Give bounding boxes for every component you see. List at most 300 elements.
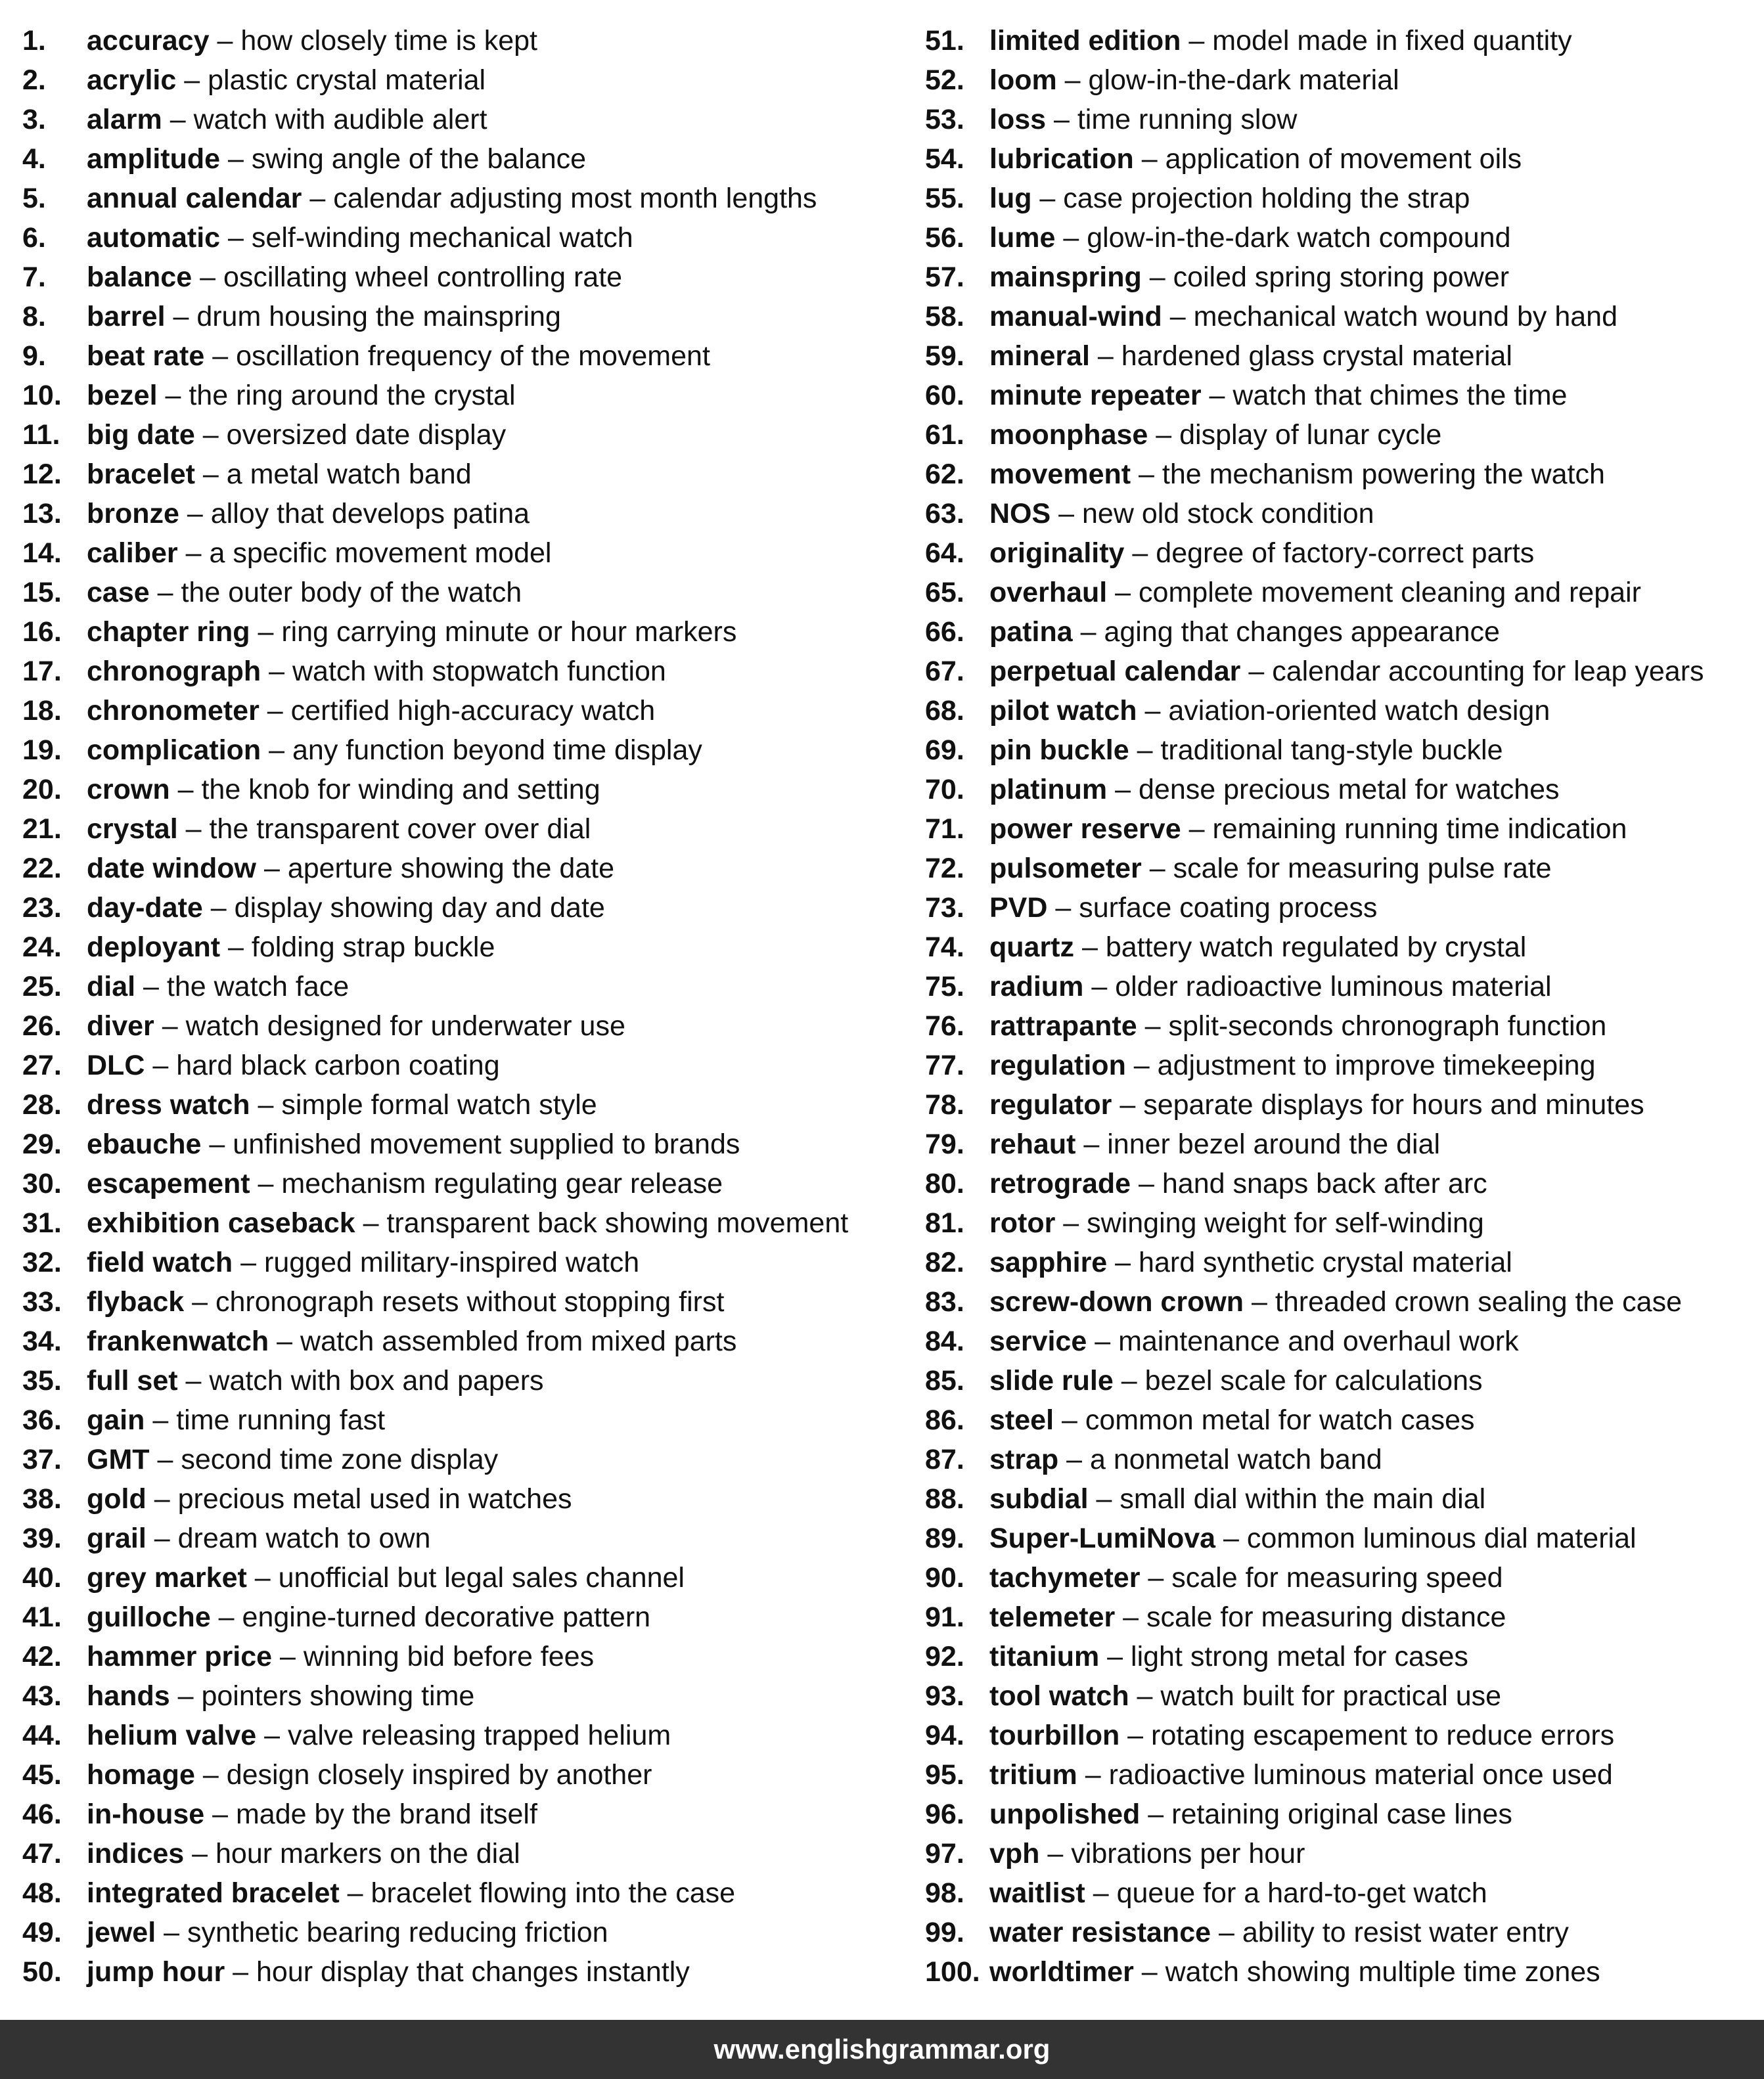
entry-number: 68. [925, 695, 964, 727]
entry-definition: light strong metal for cases [1131, 1641, 1468, 1672]
entry-definition: scale for measuring speed [1171, 1562, 1503, 1594]
entry-definition: queue for a hard-to-get watch [1116, 1877, 1487, 1909]
entry-number: 90. [925, 1562, 964, 1594]
entry-term: screw-down crown [989, 1286, 1244, 1318]
entry-number: 54. [925, 143, 964, 175]
entry-term: homage [87, 1759, 195, 1791]
entry-separator: – [1131, 1168, 1162, 1199]
glossary-entry [22, 257, 903, 297]
entry-term: acrylic [87, 64, 177, 96]
entry-term: pilot watch [989, 695, 1137, 727]
entry-term: deployant [87, 931, 221, 963]
entry-term: jewel [87, 1917, 156, 1948]
glossary-entry [925, 1125, 1759, 1164]
entry-term: chronograph [87, 656, 261, 687]
entry-number: 56. [925, 222, 964, 254]
entry-term: pin buckle [989, 734, 1129, 766]
entry-separator: – [204, 1799, 236, 1830]
entry-term: full set [87, 1365, 178, 1397]
entry-term: field watch [87, 1247, 233, 1278]
entry-number: 70. [925, 774, 964, 805]
entry-separator: – [1039, 1838, 1072, 1869]
entry-definition: winning bid before fees [303, 1641, 595, 1672]
entry-number: 65. [925, 577, 964, 608]
entry-separator: – [233, 1247, 265, 1278]
entry-definition: watch that chimes the time [1233, 380, 1568, 411]
glossary-entry [22, 1282, 903, 1322]
entry-definition: swing angle of the balance [251, 143, 587, 175]
entry-definition: valve releasing trapped helium [287, 1720, 671, 1751]
glossary-entry [925, 573, 1759, 612]
entry-separator: – [1099, 1641, 1131, 1672]
glossary-entry [925, 1479, 1759, 1519]
entry-term: worldtimer [989, 1956, 1134, 1988]
entry-term: big date [87, 419, 195, 451]
entry-definition: any function beyond time display [292, 734, 702, 766]
glossary-entry [925, 494, 1759, 533]
entry-definition: mechanical watch wound by hand [1193, 301, 1618, 332]
entry-term: accuracy [87, 25, 210, 56]
entry-term: crystal [87, 813, 178, 845]
entry-separator: – [184, 1286, 216, 1318]
glossary-entry [925, 652, 1759, 691]
entry-term: DLC [87, 1050, 145, 1081]
entry-term: moonphase [989, 419, 1148, 451]
entry-term: originality [989, 537, 1125, 569]
entry-definition: watch built for practical use [1160, 1680, 1502, 1712]
entry-term: lug [989, 183, 1032, 214]
entry-definition: watch with audible alert [193, 104, 487, 135]
entry-term: rattrapante [989, 1010, 1137, 1042]
entry-number: 28. [22, 1089, 62, 1121]
entry-number: 4. [22, 143, 46, 175]
entry-separator: – [1107, 1247, 1139, 1278]
glossary-entry [925, 1046, 1759, 1085]
entry-definition: common luminous dial material [1246, 1523, 1637, 1554]
entry-number: 67. [925, 656, 964, 687]
glossary-entry [22, 888, 903, 928]
entry-term: tritium [989, 1759, 1077, 1791]
entry-number: 88. [925, 1483, 964, 1515]
glossary-entry [22, 849, 903, 888]
entry-term: unpolished [989, 1799, 1141, 1830]
entry-separator: – [1240, 656, 1273, 687]
entry-term: tool watch [989, 1680, 1129, 1712]
entry-separator: – [1087, 1326, 1119, 1357]
entry-definition: design closely inspired by another [226, 1759, 652, 1791]
entry-number: 92. [925, 1641, 964, 1672]
entry-term: titanium [989, 1641, 1100, 1672]
entry-separator: – [170, 1680, 202, 1712]
glossary-entry [925, 967, 1759, 1006]
entry-separator: – [1055, 1207, 1087, 1239]
entry-term: rotor [989, 1207, 1056, 1239]
entry-number: 30. [22, 1168, 62, 1199]
entry-number: 6. [22, 222, 46, 254]
entry-number: 96. [925, 1799, 964, 1830]
entry-number: 8. [22, 301, 46, 332]
entry-separator: – [261, 656, 292, 687]
entry-separator: – [1129, 734, 1161, 766]
entry-number: 66. [925, 616, 964, 648]
glossary-entry [22, 100, 903, 139]
entry-number: 51. [925, 25, 964, 56]
entry-term: complication [87, 734, 261, 766]
entry-definition: model made in fixed quantity [1212, 25, 1572, 56]
entry-separator: – [194, 419, 227, 451]
entry-term: dial [87, 971, 136, 1002]
entry-separator: – [177, 1365, 210, 1397]
entry-definition: degree of factory-correct parts [1156, 537, 1535, 569]
entry-number: 62. [925, 458, 964, 490]
entry-separator: – [220, 143, 252, 175]
entry-definition: aging that changes appearance [1104, 616, 1500, 648]
entry-definition: oscillating wheel controlling rate [223, 261, 623, 293]
entry-definition: plastic crystal material [208, 64, 486, 96]
glossary-entry [22, 928, 903, 967]
entry-separator: – [1055, 222, 1087, 254]
entry-term: diver [87, 1010, 154, 1042]
entry-term: PVD [989, 892, 1048, 924]
entry-number: 42. [22, 1641, 62, 1672]
entry-definition: hour markers on the dial [215, 1838, 520, 1869]
entry-definition: scale for measuring distance [1146, 1601, 1506, 1633]
entry-term: jump hour [87, 1956, 225, 1988]
entry-separator: – [165, 301, 197, 332]
glossary-entry [925, 612, 1759, 652]
glossary-entry [22, 297, 903, 336]
entry-definition: oscillation frequency of the movement [236, 340, 710, 372]
entry-number: 24. [22, 931, 62, 963]
entry-definition: traditional tang-style buckle [1160, 734, 1503, 766]
glossary-entry [22, 218, 903, 257]
entry-number: 25. [22, 971, 62, 1002]
entry-term: hammer price [87, 1641, 273, 1672]
entry-definition: radioactive luminous material once used [1108, 1759, 1613, 1791]
entry-separator: – [201, 1129, 233, 1160]
entry-number: 5. [22, 183, 46, 214]
entry-separator: – [146, 1523, 178, 1554]
glossary-entry [22, 1952, 903, 1992]
entry-definition: hand snaps back after arc [1162, 1168, 1487, 1199]
entry-number: 76. [925, 1010, 964, 1042]
entry-separator: – [355, 1207, 387, 1239]
glossary-entry [925, 1716, 1759, 1755]
entry-separator: – [1129, 1680, 1161, 1712]
glossary-entry [925, 21, 1759, 60]
entry-term: caliber [87, 537, 178, 569]
glossary-entry [22, 1598, 903, 1637]
entry-definition: battery watch regulated by crystal [1105, 931, 1527, 963]
entry-definition: display showing day and date [234, 892, 605, 924]
entry-term: day-date [87, 892, 203, 924]
entry-number: 47. [22, 1838, 62, 1869]
entry-number: 26. [22, 1010, 62, 1042]
entry-term: mineral [989, 340, 1090, 372]
entry-separator: – [339, 1877, 371, 1909]
entry-definition: glow-in-the-dark material [1088, 64, 1399, 96]
entry-term: overhaul [989, 577, 1108, 608]
glossary-entry [22, 612, 903, 652]
entry-definition: retaining original case lines [1171, 1799, 1512, 1830]
entry-number: 43. [22, 1680, 62, 1712]
entry-definition: time running slow [1077, 104, 1298, 135]
entry-definition: a nonmetal watch band [1089, 1444, 1382, 1475]
entry-term: lubrication [989, 143, 1134, 175]
glossary-entry [22, 809, 903, 849]
entry-number: 60. [925, 380, 964, 411]
glossary-entry [925, 928, 1759, 967]
entry-number: 44. [22, 1720, 62, 1751]
entry-definition: self-winding mechanical watch [251, 222, 633, 254]
entry-separator: – [1054, 1404, 1085, 1436]
footer-url[interactable]: www.englishgrammar.org [713, 2034, 1051, 2065]
entry-number: 2. [22, 64, 46, 96]
entry-number: 59. [925, 340, 964, 372]
entry-number: 64. [925, 537, 964, 569]
glossary-entry [925, 849, 1759, 888]
entry-separator: – [1133, 143, 1165, 175]
entry-number: 21. [22, 813, 62, 845]
entry-number: 17. [22, 656, 62, 687]
glossary-entry [22, 1006, 903, 1046]
entry-number: 35. [22, 1365, 62, 1397]
glossary-entry [22, 455, 903, 494]
entry-definition: the mechanism powering the watch [1162, 458, 1605, 490]
glossary-entry [22, 336, 903, 376]
entry-number: 41. [22, 1601, 62, 1633]
entry-definition: application of movement oils [1165, 143, 1522, 175]
entry-term: patina [989, 616, 1073, 648]
entry-definition: common metal for watch cases [1085, 1404, 1475, 1436]
entry-number: 45. [22, 1759, 62, 1791]
entry-definition: new old stock condition [1082, 498, 1374, 529]
entry-separator: – [1031, 183, 1064, 214]
entry-separator: – [1181, 25, 1213, 56]
entry-number: 55. [925, 183, 964, 214]
entry-term: limited edition [989, 25, 1181, 56]
entry-term: escapement [87, 1168, 250, 1199]
glossary-entry [22, 967, 903, 1006]
glossary-entry [22, 1913, 903, 1952]
entry-definition: dream watch to own [177, 1523, 431, 1554]
entry-number: 71. [925, 813, 964, 845]
entry-definition: the transparent cover over dial [209, 813, 591, 845]
entry-term: in-house [87, 1799, 205, 1830]
entry-definition: coiled spring storing power [1173, 261, 1510, 293]
entry-term: rehaut [989, 1129, 1076, 1160]
entry-term: dress watch [87, 1089, 250, 1121]
entry-number: 16. [22, 616, 62, 648]
glossary-entry [925, 1400, 1759, 1440]
glossary-entry [22, 376, 903, 415]
entry-number: 63. [925, 498, 964, 529]
entry-number: 49. [22, 1917, 62, 1948]
glossary-entry [925, 297, 1759, 336]
entry-number: 53. [925, 104, 964, 135]
entry-number: 9. [22, 340, 46, 372]
entry-separator: – [1051, 498, 1082, 529]
entry-separator: – [1137, 695, 1169, 727]
entry-number: 34. [22, 1326, 62, 1357]
glossary-entry [22, 573, 903, 612]
entry-definition: threaded crown sealing the case [1275, 1286, 1683, 1318]
entry-term: chronometer [87, 695, 260, 727]
entry-definition: split-seconds chronograph function [1168, 1010, 1607, 1042]
entry-number: 37. [22, 1444, 62, 1475]
entry-definition: aperture showing the date [287, 853, 615, 884]
entry-term: steel [989, 1404, 1054, 1436]
entry-separator: – [1112, 1089, 1144, 1121]
entry-definition: glow-in-the-dark watch compound [1087, 222, 1511, 254]
glossary-entry [22, 1164, 903, 1203]
entry-separator: – [1141, 853, 1173, 884]
glossary-entry [925, 1361, 1759, 1400]
entry-definition: certified high-accuracy watch [290, 695, 656, 727]
glossary-entry [925, 1558, 1759, 1598]
entry-definition: display of lunar cycle [1179, 419, 1442, 451]
entry-term: alarm [87, 104, 162, 135]
glossary-entry [925, 257, 1759, 297]
glossary-entry [925, 1440, 1759, 1479]
entry-number: 94. [925, 1720, 964, 1751]
entry-term: indices [87, 1838, 185, 1869]
entry-separator: – [184, 1838, 215, 1869]
glossary-entry [22, 1558, 903, 1598]
entry-separator: – [145, 1404, 177, 1436]
entry-definition: scale for measuring pulse rate [1173, 853, 1552, 884]
entry-term: grail [87, 1523, 147, 1554]
glossary-entry [925, 888, 1759, 928]
entry-number: 91. [925, 1601, 964, 1633]
entry-term: guilloche [87, 1601, 211, 1633]
entry-separator: – [259, 695, 291, 727]
entry-term: NOS [989, 498, 1051, 529]
entry-definition: oversized date display [226, 419, 507, 451]
entry-number: 75. [925, 971, 964, 1002]
entry-separator: – [157, 380, 189, 411]
entry-number: 81. [925, 1207, 964, 1239]
entry-definition: synthetic bearing reducing friction [187, 1917, 608, 1948]
entry-term: telemeter [989, 1601, 1116, 1633]
glossary-column-right [925, 21, 1759, 1992]
entry-separator: – [272, 1641, 304, 1672]
entry-number: 79. [925, 1129, 964, 1160]
entry-definition: swinging weight for self-winding [1087, 1207, 1484, 1239]
entry-number: 57. [925, 261, 964, 293]
entry-separator: – [1088, 1483, 1120, 1515]
entry-definition: unfinished movement supplied to brands [233, 1129, 740, 1160]
entry-number: 19. [22, 734, 62, 766]
entry-separator: – [1075, 1129, 1108, 1160]
glossary-entry [22, 1243, 903, 1282]
entry-term: barrel [87, 301, 166, 332]
glossary-entry [22, 494, 903, 533]
entry-separator: – [246, 1562, 279, 1594]
entry-term: sapphire [989, 1247, 1108, 1278]
entry-term: mainspring [989, 261, 1142, 293]
entry-term: helium valve [87, 1720, 257, 1751]
glossary-entry [22, 1046, 903, 1085]
entry-separator: – [1047, 892, 1079, 924]
entry-definition: a specific movement model [209, 537, 552, 569]
entry-separator: – [225, 1956, 257, 1988]
glossary-entry [22, 21, 903, 60]
glossary-entry [22, 1519, 903, 1558]
glossary-entry [925, 533, 1759, 573]
entry-separator: – [1131, 458, 1162, 490]
glossary-entry [925, 1637, 1759, 1676]
entry-definition: remaining running time indication [1212, 813, 1627, 845]
glossary-entry [22, 1400, 903, 1440]
entry-number: 27. [22, 1050, 62, 1081]
glossary-entry [22, 770, 903, 809]
entry-separator: – [1113, 1365, 1145, 1397]
entry-separator: – [1085, 1877, 1117, 1909]
entry-separator: – [1133, 1956, 1165, 1988]
glossary-column-left [22, 21, 903, 1992]
entry-separator: – [1211, 1917, 1242, 1948]
glossary-entry [22, 1834, 903, 1873]
entry-separator: – [250, 1089, 282, 1121]
entry-separator: – [1072, 616, 1104, 648]
entry-separator: – [179, 498, 211, 529]
entry-definition: second time zone display [181, 1444, 499, 1475]
entry-number: 46. [22, 1799, 62, 1830]
entry-separator: – [177, 813, 210, 845]
glossary-entry [925, 1676, 1759, 1716]
entry-definition: hour display that changes instantly [256, 1956, 690, 1988]
entry-number: 22. [22, 853, 62, 884]
entry-term: bezel [87, 380, 158, 411]
entry-definition: small dial within the main dial [1119, 1483, 1486, 1515]
glossary-entry [22, 1125, 903, 1164]
entry-number: 61. [925, 419, 964, 451]
glossary-entry [22, 1203, 903, 1243]
entry-definition: the outer body of the watch [181, 577, 522, 608]
entry-number: 95. [925, 1759, 964, 1791]
entry-term: manual-wind [989, 301, 1162, 332]
entry-separator: – [162, 104, 194, 135]
glossary-entry [22, 1755, 903, 1795]
entry-number: 58. [925, 301, 964, 332]
entry-term: loom [989, 64, 1057, 96]
glossary-entry [925, 1519, 1759, 1558]
entry-separator: – [1077, 1759, 1109, 1791]
entry-separator: – [146, 1483, 178, 1515]
entry-term: regulator [989, 1089, 1112, 1121]
entry-definition: a metal watch band [226, 458, 472, 490]
entry-term: lume [989, 222, 1056, 254]
entry-definition: adjustment to improve timekeeping [1157, 1050, 1596, 1081]
glossary-entry [925, 60, 1759, 100]
glossary-entry [925, 1795, 1759, 1834]
glossary-entry [22, 1440, 903, 1479]
entry-term: service [989, 1326, 1087, 1357]
entry-separator: – [145, 1050, 177, 1081]
entry-separator: – [1148, 419, 1180, 451]
entry-term: strap [989, 1444, 1059, 1475]
entry-separator: – [1089, 340, 1121, 372]
entry-definition: maintenance and overhaul work [1118, 1326, 1519, 1357]
entry-term: vph [989, 1838, 1040, 1869]
entry-number: 77. [925, 1050, 964, 1081]
entry-separator: – [204, 340, 237, 372]
entry-number: 33. [22, 1286, 62, 1318]
entry-number: 11. [22, 419, 60, 451]
glossary-entry [925, 179, 1759, 218]
glossary-entry [22, 652, 903, 691]
